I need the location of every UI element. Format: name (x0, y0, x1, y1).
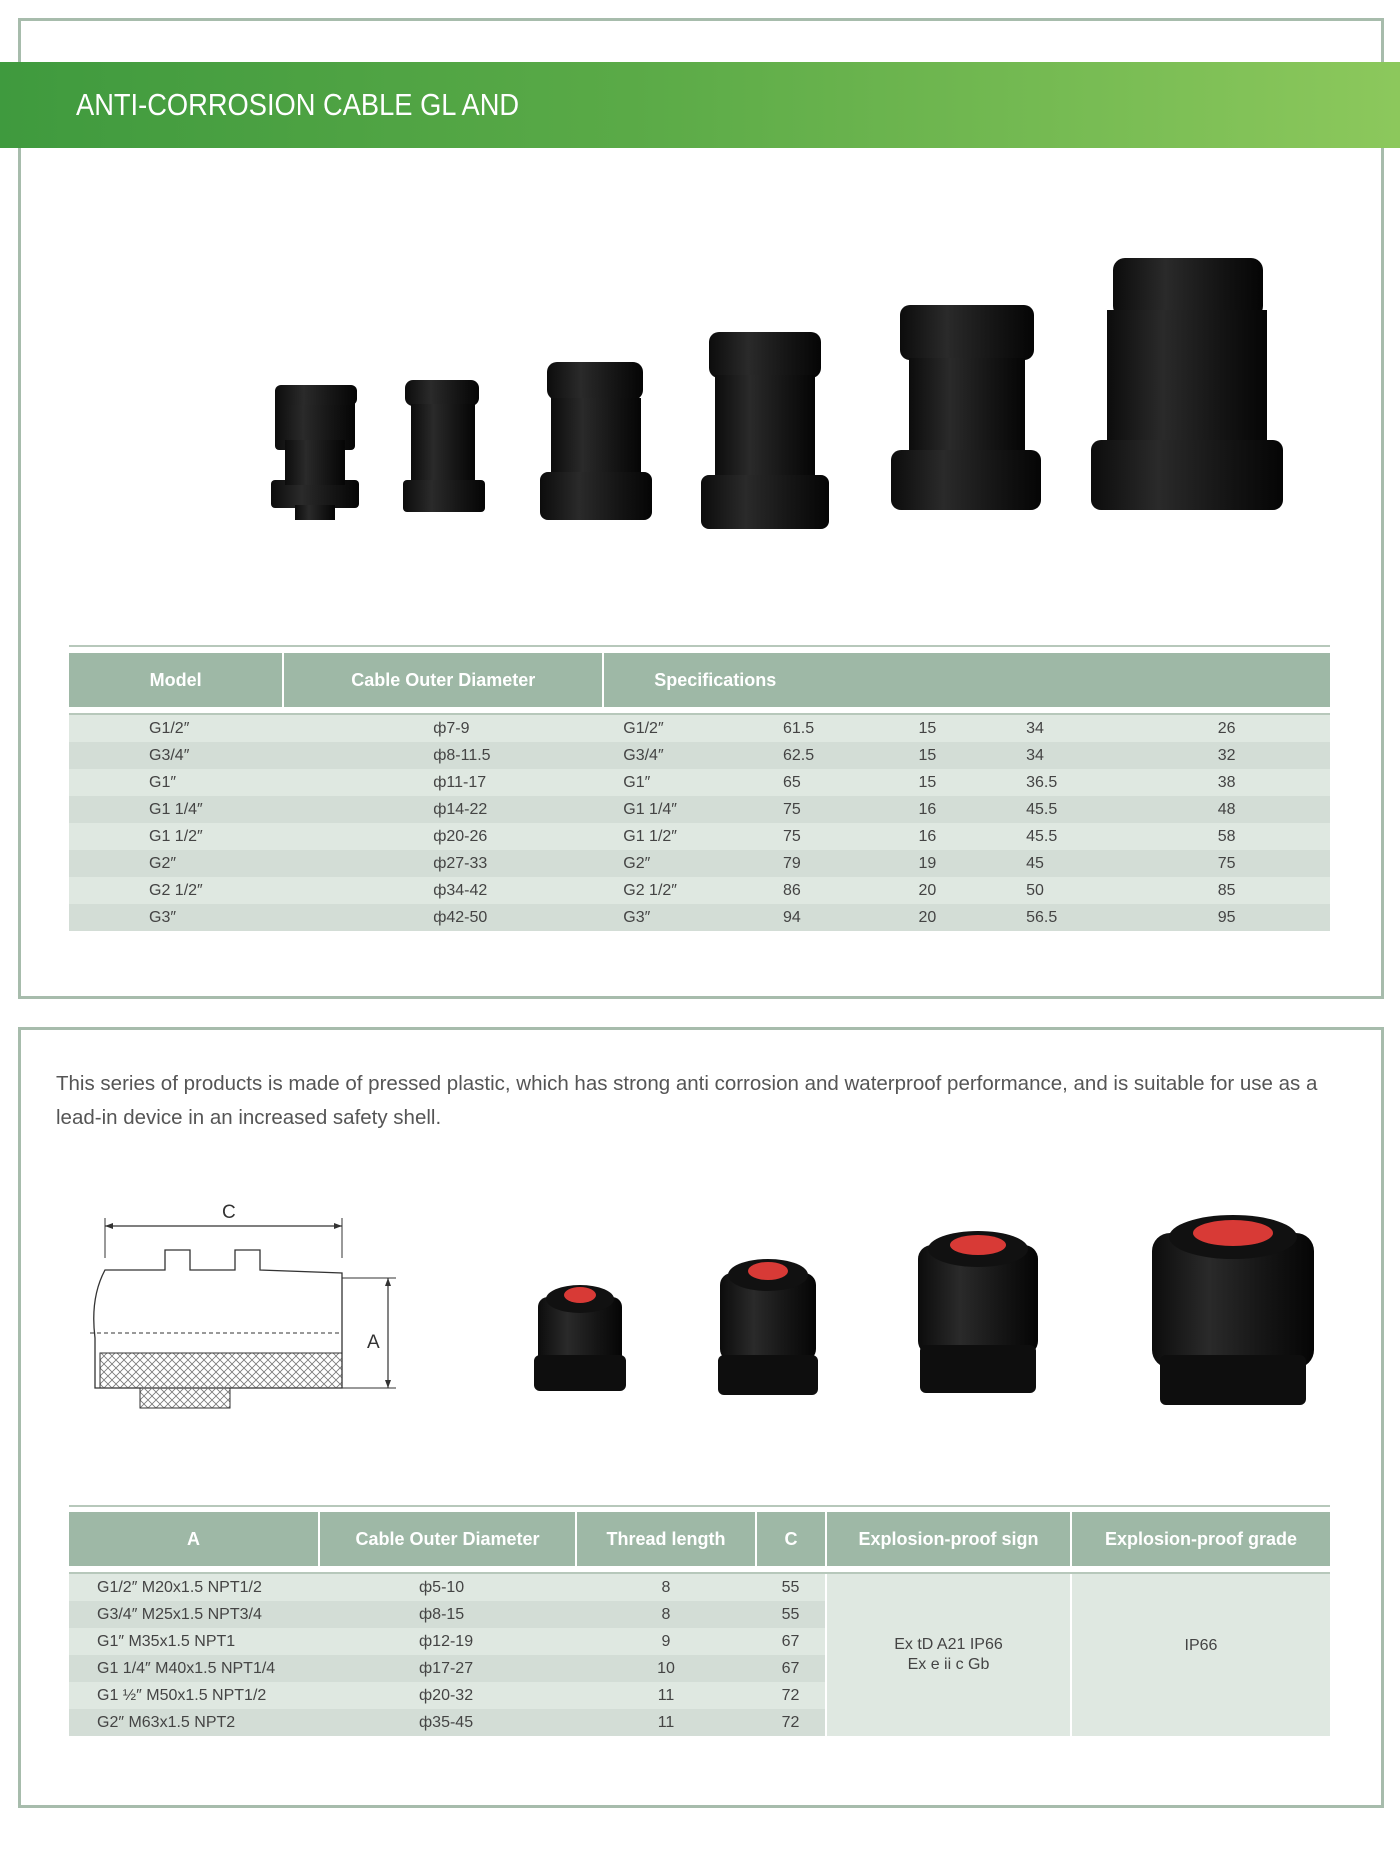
table-cell: 16 (899, 823, 1017, 850)
table-cell: 15 (899, 769, 1017, 796)
product-description: This series of products is made of pressed plastic, which has strong anti corrosion and waterproof performance, and is suitable for use as a lead-in device in an increased safety shell. (56, 1072, 1318, 1129)
table-cell: 45.5 (1016, 823, 1138, 850)
table-cell: 50 (1016, 877, 1138, 904)
table-cell: G3″ (603, 904, 773, 931)
table-cell: 8 (576, 1601, 756, 1628)
table-cell: 36.5 (1016, 769, 1138, 796)
table-cell: G1/2″ M20x1.5 NPT1/2 (69, 1573, 319, 1601)
table-cell: G3/4″ M25x1.5 NPT3/4 (69, 1601, 319, 1628)
gland-red-photo-3 (918, 1231, 1038, 1393)
table-cell: 10 (576, 1655, 756, 1682)
table-cell: 55 (756, 1601, 826, 1628)
table-cell: 48 (1138, 796, 1330, 823)
table-cell: 75 (1138, 850, 1330, 877)
table-cell: 75 (773, 823, 899, 850)
col-header-a: A (69, 1512, 319, 1566)
table-cell: G1 1/2″ (603, 823, 773, 850)
table-cell: 79 (773, 850, 899, 877)
table-cell: G2″ (69, 850, 283, 877)
col-header-cable-diameter: Cable Outer Diameter (283, 653, 603, 707)
explosion-sign-line-2: Ex e ii c Gb (907, 1656, 990, 1673)
table-cell: 75 (773, 796, 899, 823)
table-row (69, 877, 1330, 904)
table-cell: 45.5 (1016, 796, 1138, 823)
table-row (69, 850, 1330, 877)
table-row (69, 904, 1330, 931)
table-row (69, 796, 1330, 823)
table-cell: G3/4″ (603, 742, 773, 769)
table-row (69, 1573, 1330, 1601)
table-cell: ф5-10 (319, 1573, 576, 1601)
table-cell: G3″ (69, 904, 283, 931)
table-cell: G1 1/2″ (69, 823, 283, 850)
table-cell: 15 (899, 742, 1017, 769)
label-c: C (222, 1202, 236, 1223)
table-cell: G2 1/2″ (603, 877, 773, 904)
table-cell: 16 (899, 796, 1017, 823)
table-cell: ф7-9 (283, 714, 603, 742)
table-cell: 19 (899, 850, 1017, 877)
col-header-c: C (756, 1512, 826, 1566)
table-cell: 72 (756, 1709, 826, 1736)
gland-photo-4 (701, 332, 829, 529)
table-cell: 72 (756, 1682, 826, 1709)
table-cell: 15 (899, 714, 1017, 742)
table-cell: 20 (899, 877, 1017, 904)
table-cell: ф12-19 (319, 1628, 576, 1655)
col-header-specifications: Specifications (603, 653, 1330, 707)
table-cell: ф8-11.5 (283, 742, 603, 769)
table-cell: ф17-27 (319, 1655, 576, 1682)
table1-top-rule (69, 645, 1330, 647)
table-cell: 94 (773, 904, 899, 931)
table-cell: 67 (756, 1628, 826, 1655)
gland-photo-2 (403, 380, 485, 512)
product-photo-row-2 (520, 1215, 1340, 1445)
table-cell: G1 1/4″ (603, 796, 773, 823)
col-header-explosion-grade: Explosion-proof grade (1071, 1512, 1330, 1566)
table-cell: 45 (1016, 850, 1138, 877)
table-cell: ф42-50 (283, 904, 603, 931)
dimension-diagram (80, 1188, 410, 1428)
table-cell: ф27-33 (283, 850, 603, 877)
table-cell: 8 (576, 1573, 756, 1601)
table-cell: 11 (576, 1682, 756, 1709)
col-header-cable-diameter-2: Cable Outer Diameter (319, 1512, 576, 1566)
table-cell: G1 1/4″ M40x1.5 NPT1/4 (69, 1655, 319, 1682)
table-cell: 34 (1016, 742, 1138, 769)
table-cell: G1″ (603, 769, 773, 796)
table2-header-row (69, 1512, 1330, 1566)
gland-red-photo-1 (534, 1285, 626, 1391)
table-cell: 34 (1016, 714, 1138, 742)
table-row (69, 742, 1330, 769)
table-cell: ф8-15 (319, 1601, 576, 1628)
table-cell: 55 (756, 1573, 826, 1601)
table-cell: 11 (576, 1709, 756, 1736)
table-cell: 67 (756, 1655, 826, 1682)
table-cell: 85 (1138, 877, 1330, 904)
col-header-thread-length: Thread length (576, 1512, 756, 1566)
explosion-proof-sign-cell (826, 1573, 1071, 1736)
gland-photo-3 (540, 362, 652, 520)
col-header-explosion-sign: Explosion-proof sign (826, 1512, 1071, 1566)
gland-photo-6 (1091, 258, 1283, 510)
table-row (69, 714, 1330, 742)
table-cell: 9 (576, 1628, 756, 1655)
table-cell: ф11-17 (283, 769, 603, 796)
product-photo-row (255, 250, 1335, 550)
table-cell: G2 1/2″ (69, 877, 283, 904)
explosion-sign-line-1: Ex tD A21 IP66 (894, 1636, 1003, 1653)
table-cell: 56.5 (1016, 904, 1138, 931)
table-cell: G1/2″ (603, 714, 773, 742)
spec-table-2 (69, 1512, 1330, 1736)
table-cell: 95 (1138, 904, 1330, 931)
table-cell: ф20-26 (283, 823, 603, 850)
table-cell: 61.5 (773, 714, 899, 742)
table-cell: 20 (899, 904, 1017, 931)
gland-red-photo-4 (1152, 1215, 1314, 1405)
col-header-model: Model (69, 653, 283, 707)
table-row (69, 769, 1330, 796)
table-cell: ф34-42 (283, 877, 603, 904)
page-title: ANTI-CORROSION CABLE GL AND (76, 87, 520, 122)
table-cell: 65 (773, 769, 899, 796)
gland-red-photo-2 (718, 1259, 818, 1395)
title-banner (0, 62, 1400, 148)
table-row (69, 823, 1330, 850)
table-cell: 58 (1138, 823, 1330, 850)
table-cell: G2″ (603, 850, 773, 877)
table-cell: ф14-22 (283, 796, 603, 823)
table-cell: 38 (1138, 769, 1330, 796)
table-cell: G1/2″ (69, 714, 283, 742)
table-cell: G1″ (69, 769, 283, 796)
table-cell: ф35-45 (319, 1709, 576, 1736)
table-cell: G2″ M63x1.5 NPT2 (69, 1709, 319, 1736)
label-a: A (367, 1332, 380, 1353)
table-cell: G1″ M35x1.5 NPT1 (69, 1628, 319, 1655)
table1-header-row (69, 653, 1330, 707)
gland-photo-5 (891, 305, 1041, 510)
table2-top-rule (69, 1505, 1330, 1507)
table-cell: 32 (1138, 742, 1330, 769)
table-cell: G3/4″ (69, 742, 283, 769)
gland-photo-1 (271, 385, 359, 520)
explosion-proof-grade-cell: IP66 (1071, 1573, 1330, 1736)
spec-table-1 (69, 653, 1330, 931)
table-cell: G1 1/4″ (69, 796, 283, 823)
table-cell: ф20-32 (319, 1682, 576, 1709)
table-cell: 62.5 (773, 742, 899, 769)
table-cell: 26 (1138, 714, 1330, 742)
table-cell: G1 ½″ M50x1.5 NPT1/2 (69, 1682, 319, 1709)
table-cell: 86 (773, 877, 899, 904)
